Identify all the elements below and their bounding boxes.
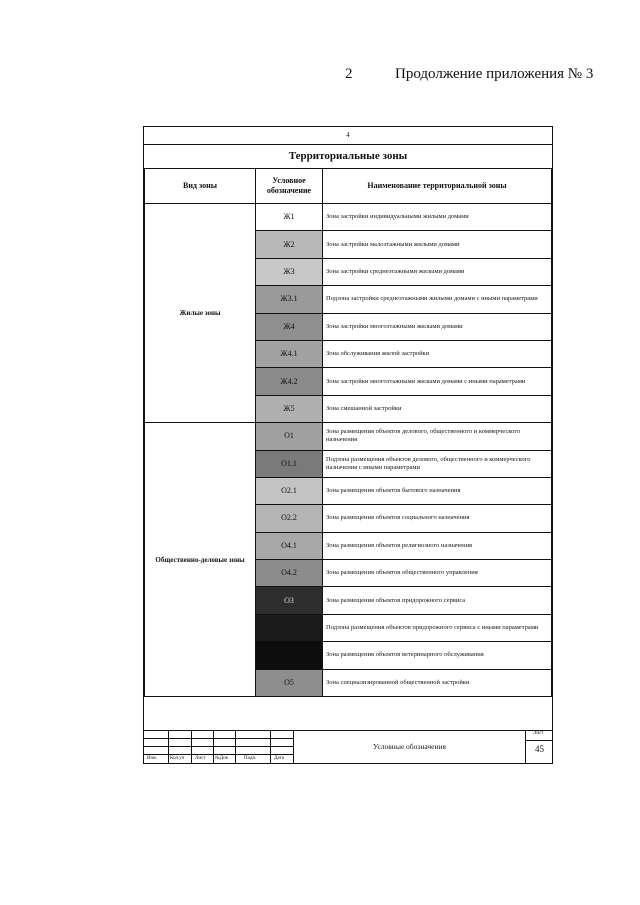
- zone-name-cell: Зона размещения объектов общественного управления: [323, 560, 552, 587]
- zone-code-cell: [256, 450, 323, 477]
- stamp-title: Условные обозначения: [373, 742, 446, 751]
- zone-color-swatch: О4.2: [256, 560, 322, 586]
- zone-code-cell: [256, 560, 323, 587]
- column-header-code: Условное обозначение: [256, 169, 323, 204]
- zone-code-cell: [256, 614, 323, 641]
- zone-color-swatch: О1.1: [256, 451, 322, 477]
- zone-code-cell: [256, 395, 323, 422]
- stamp-label-change: Изм.: [147, 756, 157, 761]
- stamp-label-count: Кол.уч: [170, 756, 185, 761]
- zone-name-cell: Зона размещения объектов придорожного сервиса: [323, 587, 552, 614]
- zone-code-cell: [256, 368, 323, 395]
- title-block-stamp: [143, 730, 553, 764]
- zone-name-cell: Зона смешанной застройки: [323, 395, 552, 422]
- zone-color-swatch: [256, 615, 322, 641]
- zone-code-cell: [256, 340, 323, 367]
- zone-code-cell: [256, 204, 323, 231]
- stamp-label-date: Дата: [274, 756, 284, 761]
- zone-code-cell: [256, 423, 323, 450]
- zone-color-swatch: [256, 642, 322, 668]
- zone-code-cell: [256, 587, 323, 614]
- column-header-name: Наименование территориальной зоны: [323, 169, 552, 204]
- zone-name-cell: Зона размещения объектов религиозного назначения: [323, 532, 552, 559]
- zone-name-cell: Подзона застройки среднеэтажными жилыми домами с иными параметрами: [323, 286, 552, 313]
- zone-code-cell: [256, 505, 323, 532]
- zone-name-cell: Зона обслуживания жилой застройки: [323, 340, 552, 367]
- stamp-label-sheet: Лист: [195, 756, 206, 761]
- zone-color-swatch: О5: [256, 670, 322, 696]
- zone-name-cell: Зона специализированной общественной застройки: [323, 669, 552, 696]
- page-caption: Продолжение приложения № 3: [395, 66, 594, 82]
- zone-name-cell: Зона застройки многоэтажными жилыми домами с иными параметрами: [323, 368, 552, 395]
- zones-legend-table: [144, 168, 552, 697]
- zone-color-swatch: Ж1: [256, 204, 322, 230]
- zone-code-cell: [256, 532, 323, 559]
- frame-number: 4: [144, 127, 552, 145]
- zone-color-swatch: О3: [256, 587, 322, 613]
- zone-color-swatch: О4.1: [256, 533, 322, 559]
- zone-name-cell: Зона размещения объектов социального назначения: [323, 505, 552, 532]
- zone-color-swatch: Ж2: [256, 231, 322, 257]
- zone-code-cell: [256, 313, 323, 340]
- zone-color-swatch: О1: [256, 423, 322, 449]
- zone-name-cell: Зона застройки среднеэтажными жилыми домами: [323, 258, 552, 285]
- zone-color-swatch: Ж4.2: [256, 368, 322, 394]
- column-header-zone-type: Вид зоны: [145, 169, 256, 204]
- table-title: Территориальные зоны: [144, 144, 552, 169]
- zone-name-cell: Зона размещения объектов делового, общественного и коммерческого назначения: [323, 423, 552, 450]
- sheet-label: Лист: [533, 731, 544, 736]
- sheet-number: 45: [535, 744, 544, 754]
- zone-group-label: Общественно-деловые зоны: [145, 423, 256, 697]
- zone-name-cell: Зона застройки малоэтажными жилыми домами: [323, 231, 552, 258]
- zone-code-cell: [256, 477, 323, 504]
- zone-color-swatch: Ж3: [256, 259, 322, 285]
- zone-color-swatch: О2.2: [256, 505, 322, 531]
- table-row: [145, 423, 552, 450]
- zone-name-cell: Подзона размещения объектов придорожного сервиса с иными параметрами: [323, 614, 552, 641]
- zone-color-swatch: Ж5: [256, 396, 322, 422]
- zone-color-swatch: Ж4: [256, 314, 322, 340]
- drawing-frame: [143, 126, 553, 764]
- zone-code-cell: [256, 231, 323, 258]
- zone-code-cell: [256, 258, 323, 285]
- zone-color-swatch: Ж3.1: [256, 286, 322, 312]
- table-row: [145, 204, 552, 231]
- stamp-label-doc: №Док: [215, 756, 229, 761]
- zone-name-cell: Зона размещения объектов бытового назначения: [323, 477, 552, 504]
- zone-name-cell: Зона застройки индивидуальными жилыми домами: [323, 204, 552, 231]
- zone-code-cell: [256, 669, 323, 696]
- zone-code-cell: [256, 642, 323, 669]
- page-number: 2: [345, 66, 353, 82]
- zone-name-cell: Зона размещения объектов ветеринарного обслуживания: [323, 642, 552, 669]
- table-header-row: [145, 169, 552, 204]
- zone-name-cell: Зона застройки многоэтажными жилыми домами: [323, 313, 552, 340]
- stamp-label-signature: Подп.: [244, 756, 257, 761]
- zone-group-label: Жилые зоны: [145, 204, 256, 423]
- zone-code-cell: [256, 286, 323, 313]
- zone-color-swatch: Ж4.1: [256, 341, 322, 367]
- zone-color-swatch: О2.1: [256, 478, 322, 504]
- zone-name-cell: Подзона размещения объектов делового, общественного и коммерческого назначения с иными параметрами: [323, 450, 552, 477]
